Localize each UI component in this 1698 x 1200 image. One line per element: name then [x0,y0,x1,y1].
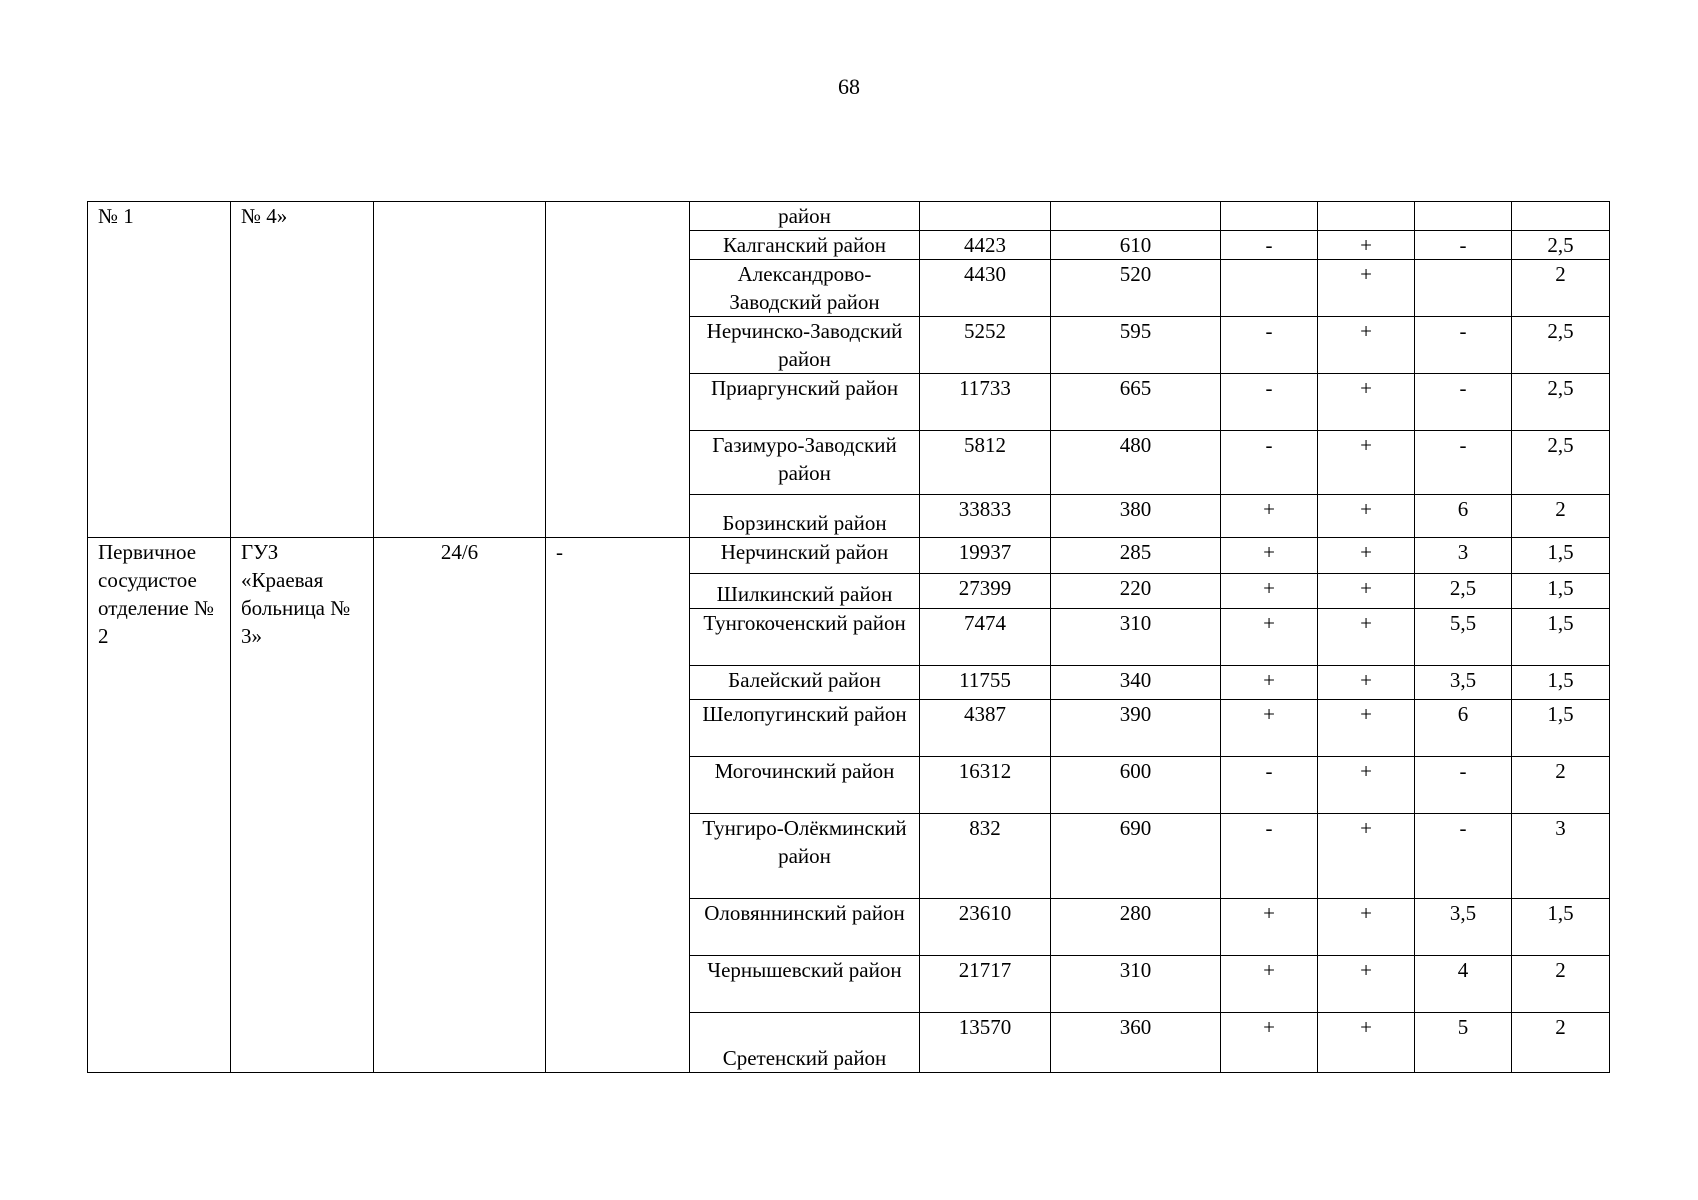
work-mode-cell: 24/6 [374,538,546,1073]
value-cell-3: 5 [1415,1013,1512,1073]
flag-cell-1: - [1221,231,1318,260]
routing-table [87,201,1610,1073]
distance-cell: 390 [1051,700,1221,757]
flag-cell-2: + [1318,700,1415,757]
flag-cell-2: + [1318,538,1415,574]
value-cell-4: 1,5 [1512,666,1610,700]
flag-cell-2: + [1318,757,1415,814]
flag-cell-1: - [1221,757,1318,814]
flag-cell-1 [1221,202,1318,231]
flag-cell-2: + [1318,374,1415,431]
flag-cell-1: + [1221,899,1318,956]
distance-cell: 600 [1051,757,1221,814]
population-cell: 21717 [920,956,1051,1013]
value-cell-4: 2,5 [1512,374,1610,431]
flag-cell-1: + [1221,700,1318,757]
flag-cell-2: + [1318,899,1415,956]
district-cell: Оловяннинский район [690,899,920,956]
distance-cell: 480 [1051,431,1221,495]
value-cell-4: 1,5 [1512,899,1610,956]
value-cell-4: 2 [1512,260,1610,317]
flag-cell-1: - [1221,814,1318,899]
population-cell: 4423 [920,231,1051,260]
distance-cell: 360 [1051,1013,1221,1073]
value-cell-4: 1,5 [1512,700,1610,757]
district-cell: Нерчинско-Заводский район [690,317,920,374]
value-cell-3: 3 [1415,538,1512,574]
population-cell: 4430 [920,260,1051,317]
district-cell: Могочинский район [690,757,920,814]
value-cell-3: 6 [1415,700,1512,757]
distance-cell: 610 [1051,231,1221,260]
flag-cell-2: + [1318,956,1415,1013]
distance-cell: 310 [1051,609,1221,666]
district-cell: Чернышевский район [690,956,920,1013]
value-cell-3: - [1415,231,1512,260]
distance-cell: 595 [1051,317,1221,374]
flag-cell-1: + [1221,1013,1318,1073]
department-cell: Первичное сосудистое отделение № 2 [88,538,231,1073]
value-cell-4: 2,5 [1512,431,1610,495]
flag-cell-2: + [1318,260,1415,317]
value-cell-4: 1,5 [1512,609,1610,666]
flag-cell-1: - [1221,317,1318,374]
value-cell-3: - [1415,757,1512,814]
table-row [88,202,1610,231]
population-cell [920,202,1051,231]
district-cell: Тунгиро-Олёкминский район [690,814,920,899]
flag-cell-1: + [1221,574,1318,609]
flag-cell-2: + [1318,231,1415,260]
district-cell: Шелопугинский район [690,700,920,757]
district-cell: Борзинский район [690,495,920,538]
population-cell: 11755 [920,666,1051,700]
flag-cell-1: + [1221,956,1318,1013]
value-cell-4: 2,5 [1512,231,1610,260]
work-mode-cell [374,202,546,538]
distance-cell: 690 [1051,814,1221,899]
value-cell-4: 1,5 [1512,574,1610,609]
population-cell: 11733 [920,374,1051,431]
flag-cell-2: + [1318,317,1415,374]
distance-cell: 665 [1051,374,1221,431]
hospital-cell: ГУЗ «Краевая больница № 3» [231,538,374,1073]
value-cell-4: 2 [1512,757,1610,814]
value-cell-3: - [1415,374,1512,431]
hospital-cell: № 4» [231,202,374,538]
population-cell: 19937 [920,538,1051,574]
flag-cell-2: + [1318,495,1415,538]
district-cell: район [690,202,920,231]
distance-cell: 285 [1051,538,1221,574]
district-cell: Газимуро-Заводский район [690,431,920,495]
flag-cell-1 [1221,260,1318,317]
value-cell-4: 2,5 [1512,317,1610,374]
distance-cell: 340 [1051,666,1221,700]
district-cell: Калганский район [690,231,920,260]
value-cell-4: 2 [1512,1013,1610,1073]
distance-cell: 220 [1051,574,1221,609]
district-cell: Сретенский район [690,1013,920,1073]
flag-cell-2: + [1318,666,1415,700]
extra-cell: - [546,538,690,1073]
distance-cell: 380 [1051,495,1221,538]
population-cell: 7474 [920,609,1051,666]
population-cell: 27399 [920,574,1051,609]
value-cell-3: 3,5 [1415,666,1512,700]
page-number: 68 [838,74,860,99]
value-cell-3: - [1415,431,1512,495]
population-cell: 16312 [920,757,1051,814]
flag-cell-1: - [1221,431,1318,495]
district-cell: Нерчинский район [690,538,920,574]
distance-cell: 310 [1051,956,1221,1013]
district-cell: Приаргунский район [690,374,920,431]
value-cell-3: 6 [1415,495,1512,538]
distance-cell: 280 [1051,899,1221,956]
value-cell-3: - [1415,814,1512,899]
value-cell-3 [1415,260,1512,317]
flag-cell-1: + [1221,538,1318,574]
population-cell: 4387 [920,700,1051,757]
population-cell: 23610 [920,899,1051,956]
district-cell: Тунгокоченский район [690,609,920,666]
value-cell-3: 3,5 [1415,899,1512,956]
value-cell-3: 2,5 [1415,574,1512,609]
flag-cell-2 [1318,202,1415,231]
distance-cell [1051,202,1221,231]
value-cell-4: 1,5 [1512,538,1610,574]
flag-cell-1: + [1221,495,1318,538]
value-cell-3: 4 [1415,956,1512,1013]
flag-cell-1: + [1221,666,1318,700]
distance-cell: 520 [1051,260,1221,317]
flag-cell-1: + [1221,609,1318,666]
flag-cell-2: + [1318,814,1415,899]
value-cell-4 [1512,202,1610,231]
value-cell-3 [1415,202,1512,231]
population-cell: 832 [920,814,1051,899]
district-cell: Шилкинский район [690,574,920,609]
district-cell: Александрово-Заводский район [690,260,920,317]
value-cell-3: 5,5 [1415,609,1512,666]
flag-cell-2: + [1318,574,1415,609]
flag-cell-2: + [1318,609,1415,666]
flag-cell-2: + [1318,1013,1415,1073]
department-cell: № 1 [88,202,231,538]
value-cell-3: - [1415,317,1512,374]
value-cell-4: 2 [1512,956,1610,1013]
flag-cell-2: + [1318,431,1415,495]
district-cell: Балейский район [690,666,920,700]
value-cell-4: 3 [1512,814,1610,899]
population-cell: 5812 [920,431,1051,495]
value-cell-4: 2 [1512,495,1610,538]
extra-cell [546,202,690,538]
flag-cell-1: - [1221,374,1318,431]
population-cell: 5252 [920,317,1051,374]
population-cell: 13570 [920,1013,1051,1073]
table-row [88,538,1610,574]
population-cell: 33833 [920,495,1051,538]
